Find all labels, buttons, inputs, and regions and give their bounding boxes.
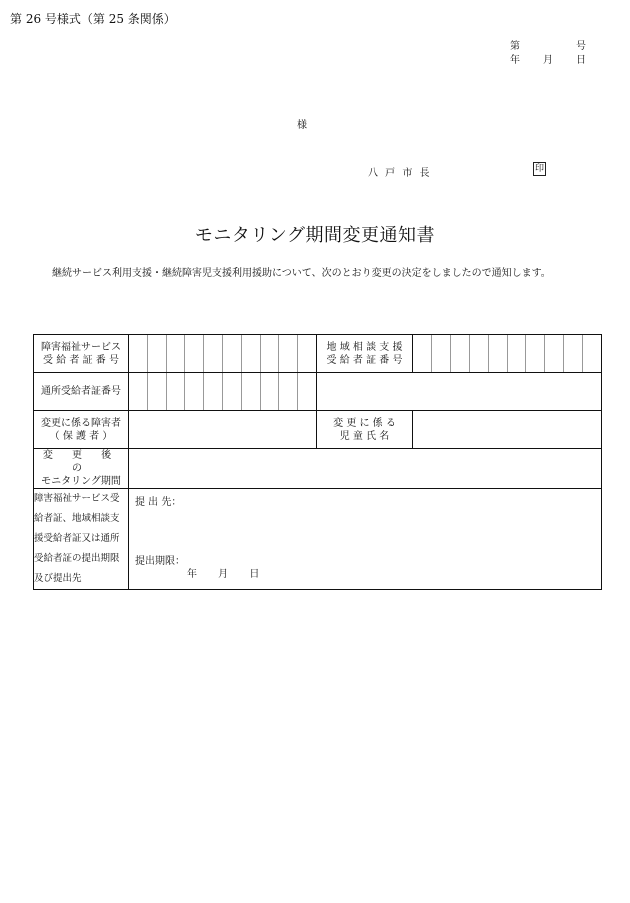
seal-mark: 印 — [534, 164, 544, 174]
table-row — [34, 373, 602, 411]
submission-label: 障害福祉サービス受給者証、地域相談支援受給者証又は通所受給者証の提出期限及び提出先 — [34, 489, 129, 590]
table-row — [34, 411, 602, 449]
submission-field[interactable] — [129, 489, 602, 590]
welfare-certificate-number-boxes[interactable] — [129, 335, 317, 373]
table-row — [34, 489, 602, 590]
deadline-label: 提出期限： — [135, 556, 185, 567]
monitoring-period-field[interactable] — [129, 449, 602, 489]
doc-no-prefix: 第 — [510, 41, 520, 52]
day-service-certificate-number-boxes[interactable] — [129, 373, 317, 411]
date-year: 年 — [510, 55, 520, 66]
document-title: モニタリング期間変更通知書 — [194, 225, 436, 246]
submit-to-label: 提 出 先： — [135, 497, 182, 508]
disabled-person-field[interactable] — [129, 411, 317, 449]
notice-form-table — [33, 334, 602, 590]
child-name-field[interactable] — [413, 411, 602, 449]
doc-no-suffix: 号 — [576, 41, 586, 52]
blank-cell — [317, 373, 602, 411]
welfare-certificate-label: 障害福祉サービス 受 給 者 証 番 号 — [34, 335, 129, 373]
child-name-label: 変 更 に 係 る 児 童 氏 名 — [317, 411, 413, 449]
form-number: 第 26 号様式（第 25 条関係） — [10, 12, 176, 26]
deadline-date: 年 月 日 — [187, 569, 260, 580]
notice-body-text: 継続サービス利用支援・継続障害児支援利用援助について、次のとおり変更の決定をしましたので通知します。 — [52, 268, 551, 279]
document-number-date — [510, 40, 586, 68]
date-month: 月 — [543, 55, 553, 66]
community-support-certificate-number-boxes[interactable] — [413, 335, 602, 373]
day-service-certificate-label: 通所受給者証番号 — [34, 373, 129, 411]
issuer-name: 八 戸 市 長 — [368, 168, 432, 179]
disabled-person-label: 変更に係る障害者 （ 保 護 者 ） — [34, 411, 129, 449]
table-row — [34, 449, 602, 489]
addressee-suffix: 様 — [297, 120, 307, 131]
monitoring-period-label: 変 更 後 の モニタリング期間 — [34, 449, 129, 489]
date-day: 日 — [576, 55, 586, 66]
table-row — [34, 335, 602, 373]
community-support-certificate-label: 地 域 相 談 支 援 受 給 者 証 番 号 — [317, 335, 413, 373]
